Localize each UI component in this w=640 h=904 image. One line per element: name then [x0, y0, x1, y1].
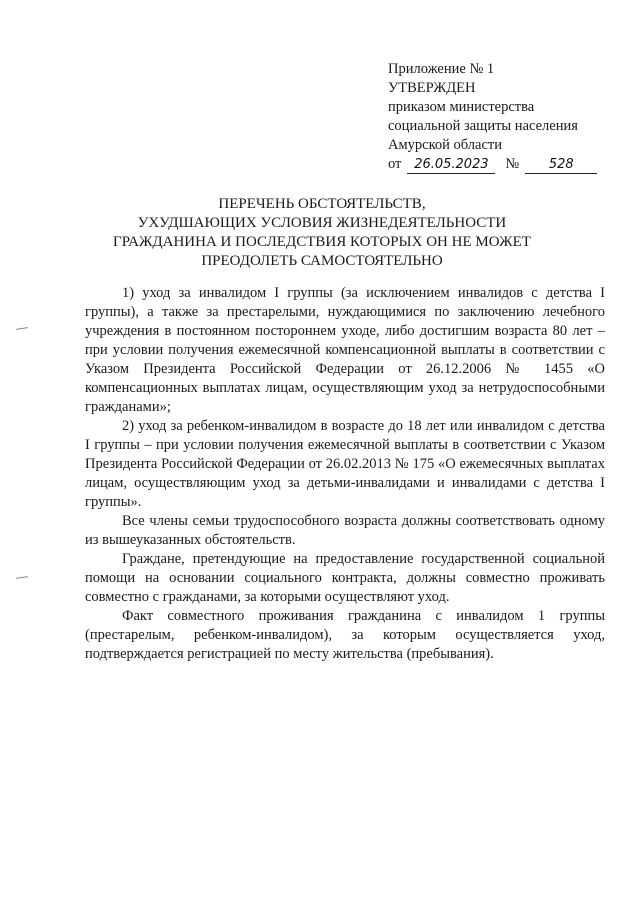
approval-line-region: Амурской области: [388, 137, 502, 153]
paragraph-item-2: 2) уход за ребенком-инвалидом в возрасте до 18 лет или инвалидом с детства I группы – при условии получения ежемесячной выплаты в соответствии с Указом Президента Российской Федерации от 26.02.2013 № 175 «О ежемесячных выплатах лицам, осуществляющим уход за детьми-инвалидами и инвалидами с детства I группы».: [85, 418, 605, 510]
handwritten-number: 528: [525, 157, 597, 174]
margin-mark: [16, 576, 28, 581]
approval-line-order: приказом министерства: [388, 99, 535, 115]
title-line-2: УХУДШАЮЩИХ УСЛОВИЯ ЖИЗНЕДЕЯТЕЛЬНОСТИ: [137, 215, 507, 231]
document-body: [85, 284, 605, 664]
from-label: от: [388, 156, 402, 172]
date-number-line: [388, 155, 597, 174]
title-line-1: ПЕРЕЧЕНЬ ОБСТОЯТЕЛЬСТВ,: [218, 196, 426, 212]
margin-mark: [16, 327, 28, 332]
title-line-4: ПРЕОДОЛЕТЬ САМОСТОЯТЕЛЬНО: [201, 253, 443, 269]
document-title: [112, 195, 532, 271]
title-line-3: ГРАЖДАНИНА И ПОСЛЕДСТВИЯ КОТОРЫХ ОН НЕ МОЖЕТ: [113, 234, 531, 250]
number-label: №: [505, 156, 520, 172]
paragraph-registration: Факт совместного проживания гражданина с инвалидом 1 группы (престарелым, ребенком-инвалидом), за которым осуществляется уход, подтверждается регистрацией по месту жительства (пребывания).: [85, 608, 605, 662]
paragraph-cohabitation: Граждане, претендующие на предоставление государственной социальной помощи на основании социального контракта, должны совместно проживать совместно с гражданами, за которыми осуществляют уход.: [85, 551, 605, 605]
approved-label: УТВЕРЖДЕН: [388, 80, 476, 96]
appendix-number: Приложение № 1: [388, 61, 495, 77]
paragraph-item-1: 1) уход за инвалидом I группы (за исключением инвалидов с детства I группы), а также за престарелыми, нуждающимися по заключению лечебного учреждения в постоянном постороннем уходе, либо достигшим возраста 80 лет – при условии получения ежемесячной компенсационной выплаты в соответствии с Указом Президента Российской Федерации от 26.12.2006 № 1455 «О компенсационных выплатах лицам, осуществляющим уход за нетрудоспособными гражданами»;: [85, 285, 605, 415]
approval-line-ministry: социальной защиты населения: [388, 118, 578, 134]
handwritten-date: 26.05.2023: [407, 157, 495, 174]
approval-block: [388, 60, 597, 174]
paragraph-family-members: Все члены семьи трудоспособного возраста должны соответствовать одному из вышеуказанных обстоятельств.: [85, 513, 605, 548]
